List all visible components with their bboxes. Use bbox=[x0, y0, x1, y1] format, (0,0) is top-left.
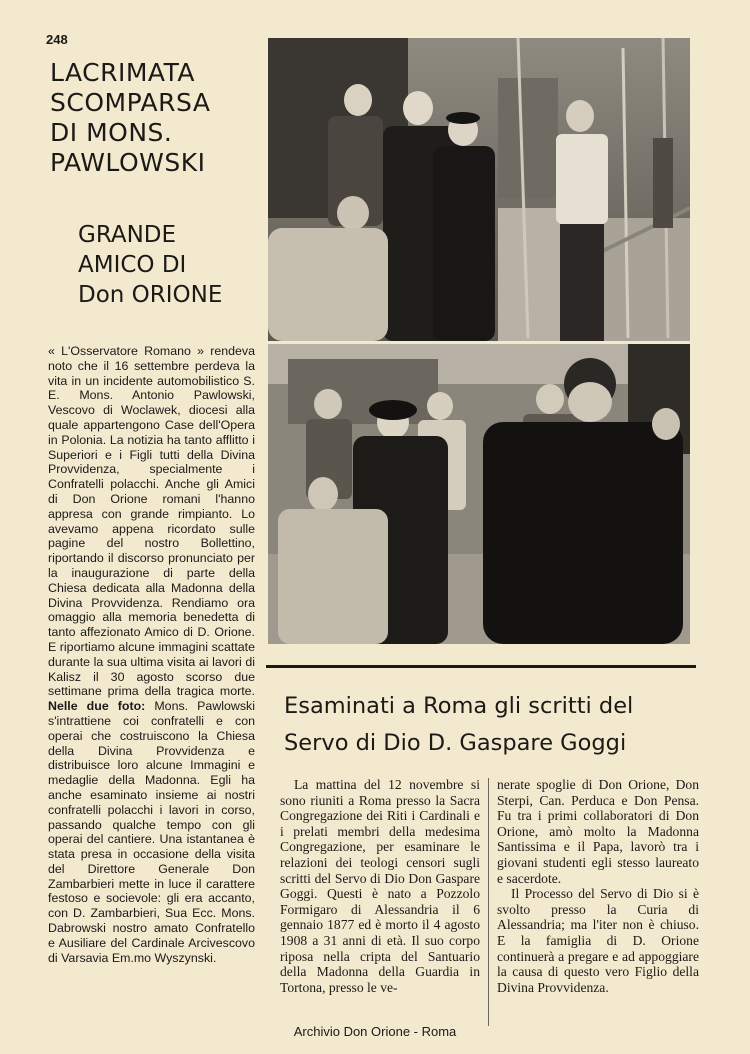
column-divider bbox=[488, 778, 489, 1026]
subhead-line: AMICO DI bbox=[78, 252, 187, 278]
caption-text: Mons. Pawlowski s'intrattiene coi confratelli e con operai che costruiscono la Chiesa della Divina Provvidenza e distribuisce loro alcune Immagini e medaglie della Madonna. Egli ha anche esaminato insieme ai nostri confratelli polacchi i lavori in corso, passando qualche tempo con gli operai del cantiere. Una istantanea è stata presa in occasione della visita del Direttore Generale Don Zambarbieri mette in luce il carattere festoso e socievole: gli era accanto, con D. Zambarbieri, Sua Ecc. Mons. Dabrowski nostro amato Confratello e Ausiliare del Cardinale Arcivescovo di Varsavia Em.mo Wyszynski. bbox=[48, 699, 256, 965]
subhead bbox=[78, 220, 258, 310]
photo-bishop-with-workers bbox=[268, 38, 690, 341]
article-column-2-paragraph: Il Processo del Servo di Dio si è svolto presso la Curia di Alessandria; ma l'iter non è chiuso. E la famiglia di D. Orione continuerà a pregare e ad appoggiare la causa di questo vero Figlio della Divina Provvidenza. bbox=[497, 886, 699, 995]
headline-line: SCOMPARSA bbox=[50, 88, 211, 117]
section-title-line: Servo di Dio D. Gaspare Goggi bbox=[284, 730, 627, 756]
section-divider bbox=[266, 665, 696, 668]
headline-line: DI MONS. bbox=[50, 118, 173, 147]
left-article-text bbox=[48, 344, 255, 965]
subhead-line: GRANDE bbox=[78, 222, 177, 248]
caption-lead: Nelle due foto: bbox=[48, 699, 146, 714]
subhead-line: Don ORIONE bbox=[78, 282, 223, 308]
article-column-2-paragraph: nerate spoglie di Don Orione, Don Sterpi, Can. Perduca e Don Pensa. Fu tra i primi collaboratori di Don Orione, amò molto la Madonna Santissima e il Papa, lavorò tra i giovani studenti egli stesso laureato e sacerdote. bbox=[497, 777, 699, 886]
section-title-line: Esaminati a Roma gli scritti del bbox=[284, 693, 634, 719]
page-number: 248 bbox=[46, 32, 68, 47]
archive-footer: Archivio Don Orione - Roma bbox=[293, 1024, 457, 1039]
article-column-2 bbox=[497, 777, 699, 995]
headline-line: LACRIMATA bbox=[50, 58, 196, 87]
left-article-body: « L'Osservatore Romano » rendeva noto che il 16 settembre perdeva la vita in un incidente automobilistico S. E. Mons. Antonio Pawlowski, Vescovo di Woclawek, diocesi alla quale appartengono Case dell'Opera in Polonia. La notizia ha tanto afflitto i Superiori e i Figli tutti della Divina Provvidenza, specialmente i Confratelli polacchi. Anche gli Amici di Don Orione romani l'hanno appresa con grande rimpianto. Lo avevamo appena ricordato sulle pagine del nostro Bollettino, riportando il discorso pronunciato per la inaugurazione di parte della Chiesa dedicata alla Madonna della Divina Provvidenza. Rendiamo ora omaggio alla memoria benedetta di tanto affezionato Amico di D. Orione. E riportiamo alcune immagini scattate durante la sua ultima visita ai lavori di Kalisz il 30 agosto scorso due settimane prima della tragica morte. bbox=[48, 344, 255, 699]
article-column-1: La mattina del 12 novembre si sono riuniti a Roma presso la Sacra Congregazione dei Riti i Cardinali e i prelati membri della medesima Congregazione, per esaminare le relazioni dei teologi censori sugli scritti del Servo di Dio Don Gaspare Goggi. Questi è nato a Pozzolo Formigaro di Alessandria il 6 gennaio 1877 ed è morto il 4 agosto 1908 a 31 anni di età. Il suo corpo riposa nella cripta del Santuario della Madonna della Guardia in Tortona, presso le ve- bbox=[280, 777, 480, 995]
section-title bbox=[284, 688, 694, 762]
headline bbox=[50, 58, 255, 178]
photo-bishop-distributing-images bbox=[268, 344, 690, 644]
headline-line: PAWLOWSKI bbox=[50, 148, 206, 177]
